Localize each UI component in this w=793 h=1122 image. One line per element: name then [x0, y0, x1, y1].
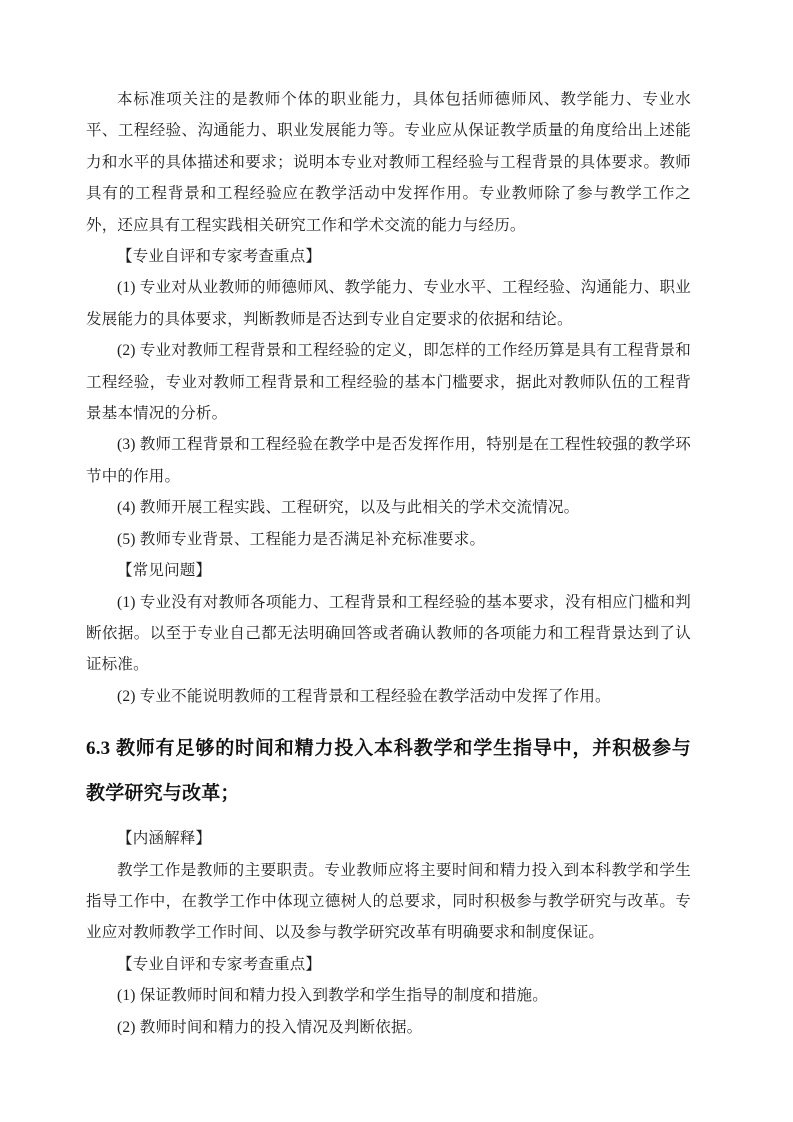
section-heading: 6.3 教师有足够的时间和精力投入本科教学和学生指导中，并积极参与教学研究与改革； — [86, 738, 691, 805]
section-label: 【内涵解释】 — [117, 830, 212, 848]
numbered-item: (1) 保证教师时间和精力投入到教学和学生指导的制度和措施。 — [117, 987, 548, 1005]
numbered-item: (2) 教师时间和精力的投入情况及判断依据。 — [117, 1018, 423, 1036]
numbered-item: (3) 教师工程背景和工程经验在教学中是否发挥作用，特别是在工程性较强的教学环节中的作用。 — [86, 436, 691, 485]
numbered-item: (5) 教师专业背景、工程能力是否满足补充标准要求。 — [117, 530, 486, 548]
numbered-item: (1) 专业对从业教师的师德师风、教学能力、专业水平、工程经验、沟通能力、职业发展能力的具体要求，判断教师是否达到专业自定要求的依据和结论。 — [86, 279, 691, 328]
section-label: 【常见问题】 — [117, 562, 212, 580]
numbered-item: (2) 专业对教师工程背景和工程经验的定义，即怎样的工作经历算是具有工程背景和工程经验，专业对教师工程背景和工程经验的基本门槛要求，据此对教师队伍的工程背景基本情况的分析。 — [86, 342, 691, 423]
numbered-item: (4) 教师开展工程实践、工程研究，以及与此相关的学术交流情况。 — [117, 499, 580, 517]
body-paragraph: 教学工作是教师的主要职责。专业教师应将主要时间和精力投入到本科教学和学生指导工作中，在教学工作中体现立德树人的总要求，同时积极参与教学研究与改革。专业应对教师教学工作时间、以及参与教学研究改革有明确要求和制度保证。 — [86, 861, 691, 942]
numbered-item: (1) 专业没有对教师各项能力、工程背景和工程经验的基本要求，没有相应门槛和判断依据。以至于专业自己都无法明确回答或者确认教师的各项能力和工程背景达到了认证标准。 — [86, 593, 691, 674]
numbered-item: (2) 专业不能说明教师的工程背景和工程经验在教学活动中发挥了作用。 — [117, 687, 611, 705]
document-content — [86, 84, 691, 1043]
section-label: 【专业自评和专家考查重点】 — [117, 248, 322, 266]
body-paragraph: 本标准项关注的是教师个体的职业能力，具体包括师德师风、教学能力、专业水平、工程经验、沟通能力、职业发展能力等。专业应从保证教学质量的角度给出上述能力和水平的具体描述和要求；说明本专业对教师工程经验与工程背景的具体要求。教师具有的工程背景和工程经验应在教学活动中发挥作用。专业教师除了参与教学工作之外，还应具有工程实践相关研究工作和学术交流的能力与经历。 — [86, 91, 691, 234]
section-label: 【专业自评和专家考查重点】 — [117, 955, 322, 973]
